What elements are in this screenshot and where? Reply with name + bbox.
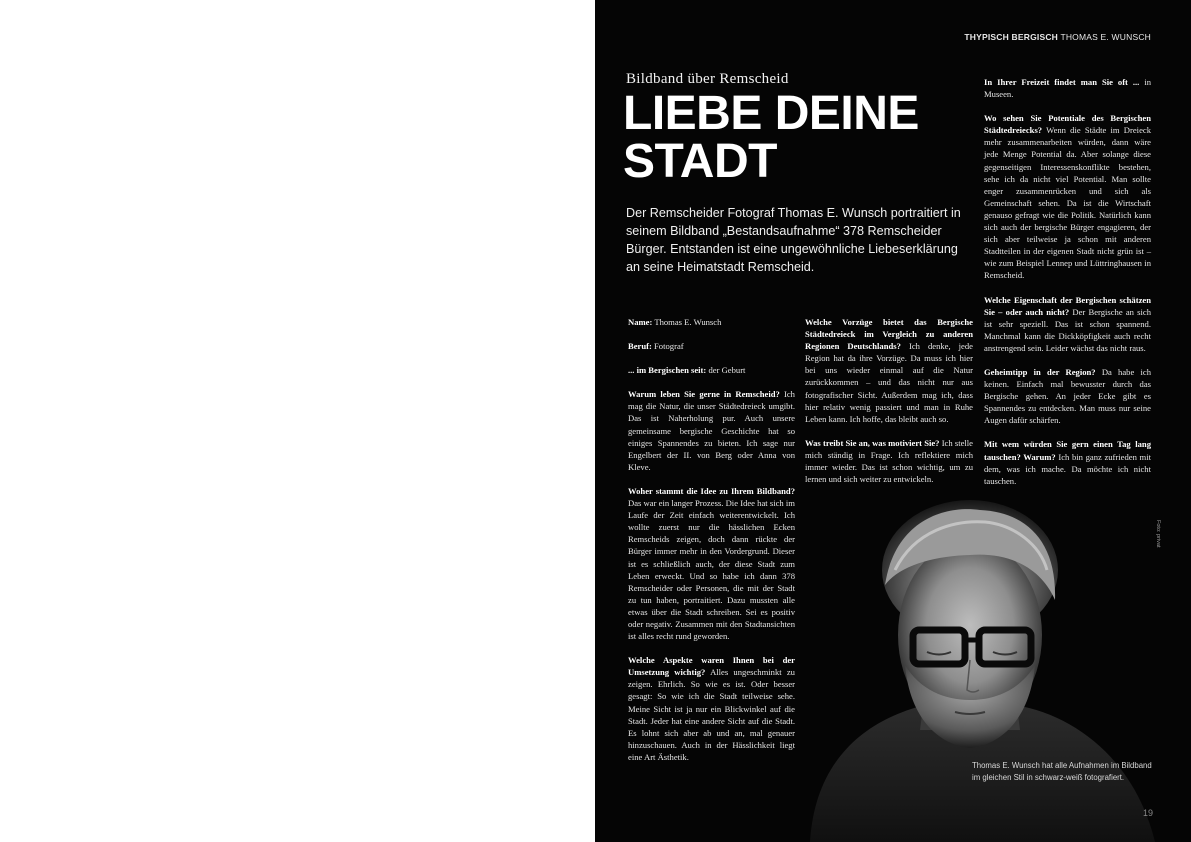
article-headline	[623, 87, 919, 188]
text-column-1	[628, 316, 795, 775]
profile-name: Name: Thomas E. Wunsch	[628, 317, 722, 327]
interview-answer: Welche Vorzüge bietet das Bergische Städtedreieck im Vergleich zu anderen Regionen Deutschlands? Ich denke, jede Region hat da ihre Vorzüge. Da muss ich hier bei uns wieder einmal auf die Natur zurückkommen – und das nicht nur aus fotografischer Sicht. Außerdem mag ich, dass hier relativ wenig passiert und man in Ruhe Leben kann. Ich hoffe, das bleibt auch so.	[805, 317, 973, 424]
interview-answer: Woher stammt die Idee zu Ihrem Bildband? Das war ein langer Prozess. Die Idee hat sich im Laufe der Zeit einfach weiterentwickelt. Ich wollte zuerst nur die hässlichen Ecken Remscheids zeigen, doch dann rückte der Bürger immer mehr in den Vordergrund. Dieser ist es schließlich auch, der diese Stadt zum Leben erweckt. Und so habe ich dann 378 Remscheider oder Personen, die mit der Stadt zu tun haben, portraitiert. Dazu mussten alle etwas über die Stadt schreiben. Sei es positiv oder negativ. Zusammen mit den Stadtansichten ist alles recht rund geworden.	[628, 485, 795, 642]
left-page-blank	[0, 0, 595, 842]
photo-credit: Foto: privat	[1155, 520, 1161, 548]
interview-answer: Welche Eigenschaft der Bergischen schätzen Sie – oder auch nicht? Der Bergische an sich ist sehr speziell. Das ist schon spannend. Manchmal kann die Dickköpfigkeit auch recht anstrengend sein. Leider wächst das nicht raus.	[984, 294, 1152, 353]
headline-line-1: LIEBE DEINE	[623, 87, 919, 140]
profile-since: ... im Bergischen seit: der Geburt	[628, 365, 746, 376]
interview-answer: Welche Aspekte waren Ihnen bei der Umsetzung wichtig? Alles ungeschminkt zu zeigen. Ehrlich. So wie es ist. Oder besser gesagt: So wie ich die Stadt teilweise sehe. Meine Sicht ist ja nur ein Blickwinkel auf die Stadt. Jeder hat eine andere Sicht auf die Stadt. Es lohnt sich aber ab und an, mal genauer hinzuschauen. Auch in der Hässlichkeit liegt eine Art Ästhetik.	[628, 655, 795, 762]
profile-job: Beruf: Fotograf	[628, 341, 684, 352]
interview-answer: Geheimtipp in der Region? Da habe ich keinen. Einfach mal bewusster durch das Bergische gehen. An jeder Ecke gibt es Spannendes zu entdecken. Man muss nur seine Augen dafür schärfen.	[984, 366, 1151, 426]
interview-answer: Mit wem würden Sie gern einen Tag lang tauschen? Warum? Ich bin ganz zufrieden mit dem, was ich mache. Da möchte ich nicht tauschen.	[984, 439, 1151, 486]
text-column-2	[805, 316, 973, 497]
text-column-3	[984, 76, 1151, 499]
photo-caption: Thomas E. Wunsch hat alle Aufnahmen im Bildband im gleichen Stil in schwarz-weiß fotografiert.	[972, 761, 1152, 782]
magazine-page	[595, 0, 1191, 842]
interview-answer: Warum leben Sie gerne in Remscheid? Ich mag die Natur, die unser Städtedreieck umgibt. Das ist Naherholung pur. Auch unsere gemeinsame bergische Geschichte hat so einiges Spannendes zu bieten. Ich sage nur Engelbert der II. von Berg oder Anna von Kleve.	[628, 389, 795, 472]
section-label: THYPISCH BERGISCH	[964, 32, 1059, 42]
interview-answer: Was treibt Sie an, was motiviert Sie? Ich stelle mich ständig in Frage. Ich reflektiere mich immer wieder. Das ist schon wichtig, um zu lernen und sich weiter zu entwickeln.	[805, 437, 973, 485]
interview-answer: Wo sehen Sie Potentiale des Bergischen Städtedreiecks? Wenn die Städte im Dreieck mehr zusammenarbeiten würden, dann wäre jede Menge Potential da. Aber solange diese gegenseitigen Interessenskonflikte bestehen, sehe ich da nicht viel Potential. Man sollte enger zusammenrücken und sich als Gemeinschaft sehen. Da ist die Wirtschaft genauso gefragt wie die Politik. Natürlich kann sich auch der bergische Bürger engagieren, der sich aber teilweise ja schon mit anderen Stadtteilen in der eigenen Stadt nicht grün ist – wie zum Beispiel Lennep und Lüttringhausen in Remscheid.	[984, 113, 1151, 281]
page-number: 19	[1143, 808, 1154, 818]
interview-answer: In Ihrer Freizeit findet man Sie oft ... in Museen.	[984, 77, 1152, 100]
article-kicker: Bildband über Remscheid	[626, 71, 789, 87]
running-header	[964, 32, 1151, 42]
header-author: THOMAS E. WUNSCH	[1060, 32, 1151, 42]
article-lead: Der Remscheider Fotograf Thomas E. Wunsch portraitiert in seinem Bildband „Bestandsaufnahme“ 378 Remscheider Bürger. Entstanden ist eine ungewöhnliche Liebeserklärung an seine Heimatstadt Remscheid.	[626, 206, 961, 274]
headline-line-2: STADT	[623, 135, 777, 188]
